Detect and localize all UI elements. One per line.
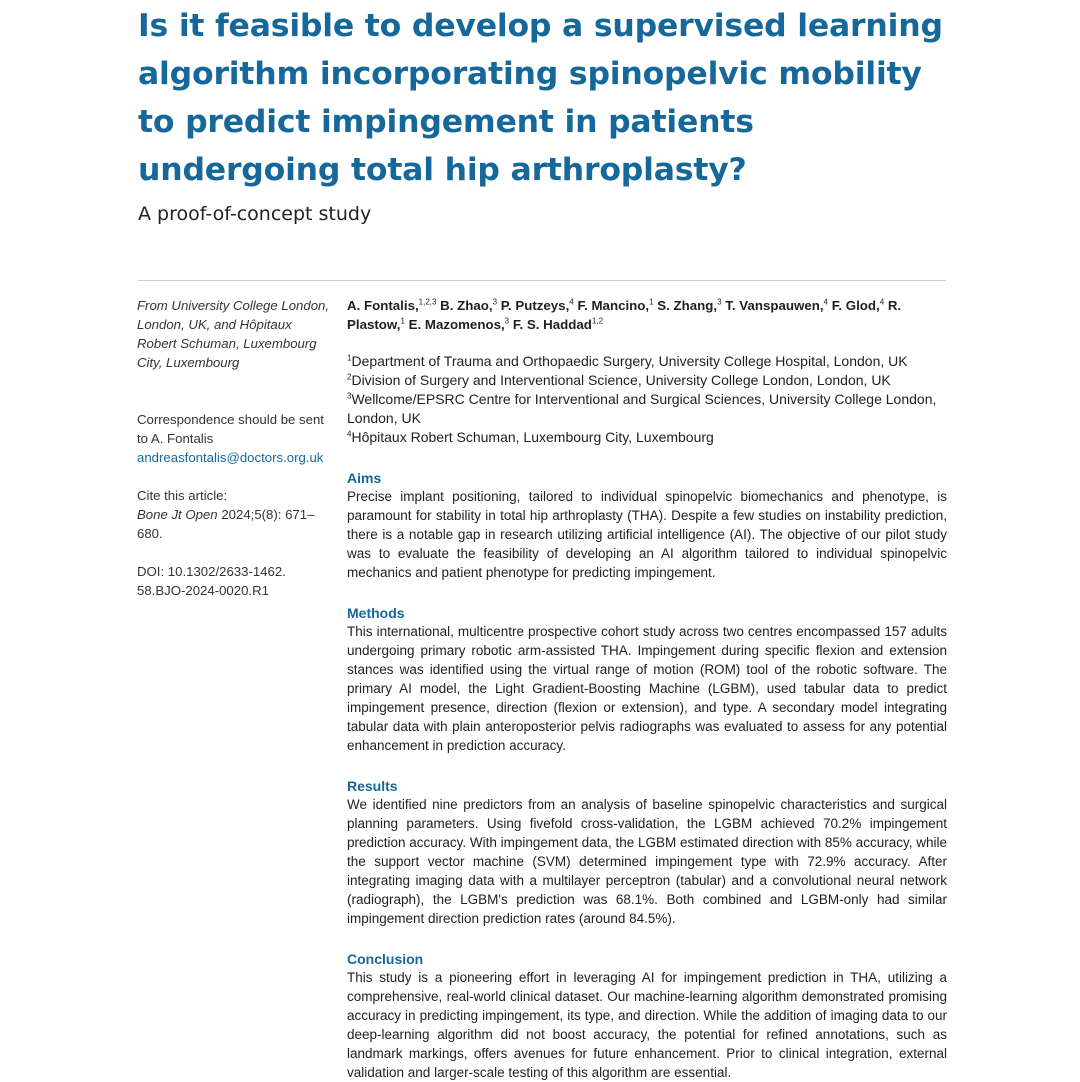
sidebar-info [137, 296, 333, 600]
section-heading: Results [347, 778, 398, 794]
from-affiliation-note: From University College London, London, UK, and Hôpitaux Robert Schuman, Luxembourg City, Luxembourg [137, 298, 330, 370]
section-heading: Conclusion [347, 951, 424, 967]
section-aims [347, 469, 947, 582]
header-divider [138, 280, 946, 281]
section-methods [347, 604, 947, 755]
author: F. Glod,$^4$ [831, 297, 885, 313]
author: E. Mazomenos,$^3$ [408, 316, 510, 332]
cite-journal: Bone Jt Open [137, 507, 218, 522]
citation-block [137, 486, 333, 543]
section-body: We identified nine predictors from an analysis of baseline spinopelvic characteristics and surgical planning parameters. Using fivefold cross-validation, the LGBM achieved 70.2% impingement prediction accuracy. With impingement data, the LGBM estimated direction with 85% accuracy, while the support vector machine (SVM) determined impingement type with 72.9% accuracy. After integrating imaging data with a multilayer perceptron (tabular) and a convolutional neural network (radiograph), the LGBM's prediction was 68.1%. Both combined and LGBM-only had similar impingement direction prediction rates (around 84.5%). [347, 797, 947, 926]
author: F. Mancino,$^1$ [577, 297, 654, 313]
author: T. Vanspauwen,$^4$ [725, 297, 828, 313]
article-subtitle: A proof-of-concept study [138, 203, 372, 225]
section-body: This study is a pioneering effort in leveraging AI for impingement prediction in THA, utilizing a comprehensive, real-world clinical dataset. Our machine-learning algorithm demonstrated promising accuracy in predicting impingement, its type, and direction. While the addition of imaging data to our deep-learning algorithm did not boost accuracy, the potential for refined annotations, such as landmark markings, offers avenues for future enhancement. Prior to clinical integration, external validation and larger-scale testing of this algorithm are essential. [347, 970, 947, 1080]
author: S. Zhang,$^3$ [657, 297, 722, 313]
section-body: This international, multicentre prospective cohort study across two centres encompassed 157 adults undergoing primary robotic arm-assisted THA. Impingement during specific flexion and extension stances was identified using the virtual range of motion (ROM) tool of the robotic software. The primary AI model, the Light Gradient-Boosting Machine (LGBM), used tabular data to predict impingement presence, direction (flexion or extension), and type. A secondary model integrating tabular data with plain anteroposterior pelvis radiographs was evaluated to assess for any potential enhancement in prediction accuracy. [347, 624, 947, 753]
affiliation-item: $^1$Department of Trauma and Orthopaedic Surgery, University College Hospital, London, UK [347, 353, 908, 369]
doi-text: DOI: 10.1302/2633-1462. 58.BJO-2024-0020.R1 [137, 564, 286, 598]
section-conclusion [347, 950, 947, 1082]
correspondence-prefix: Correspondence should be sent to A. Fontalis [137, 412, 324, 446]
section-heading: Aims [347, 470, 382, 486]
correspondence-email-link[interactable]: andreasfontalis@doctors.org.uk [137, 450, 324, 465]
affiliation-item: $^3$Wellcome/EPSRC Centre for Interventional and Surgical Sciences, University College London, London, UK [347, 391, 937, 426]
affiliation-item: $^2$Division of Surgery and Interventional Science, University College London, London, UK [347, 372, 891, 388]
correspondence-note [137, 410, 333, 467]
affiliation-item: $^4$Hôpitaux Robert Schuman, Luxembourg City, Luxembourg [347, 429, 714, 445]
author-list [347, 296, 947, 334]
cite-details: 2024;5(8): 671–680. [137, 507, 315, 541]
author: F. S. Haddad$^{1,2}$ [512, 316, 604, 332]
section-heading: Methods [347, 605, 405, 621]
author: R. Plastow,$^1$ [347, 298, 902, 332]
section-body: Precise implant positioning, tailored to individual spinopelvic biomechanics and phenotype, is paramount for stability in total hip arthroplasty (THA). Despite a few studies on instability prediction, there is a notable gap in research utilizing artificial intelligence (AI). The objective of our pilot study was to evaluate the feasibility of developing an AI algorithm tailored to individual spinopelvic mechanics and patient phenotype for predicting impingement. [347, 489, 947, 580]
article-title: Is it feasible to develop a supervised learning algorithm incorporating spinopelvic mobility to predict impingement in patients undergoing total hip arthroplasty? [138, 8, 943, 188]
article-main [347, 296, 947, 1082]
affiliation-list [347, 352, 947, 447]
author: B. Zhao,$^3$ [440, 297, 498, 313]
author: A. Fontalis,$^{1,2,3}$ [347, 297, 437, 313]
section-results [347, 777, 947, 928]
cite-label: Cite this article: [137, 488, 228, 503]
author: P. Putzeys,$^4$ [500, 297, 574, 313]
